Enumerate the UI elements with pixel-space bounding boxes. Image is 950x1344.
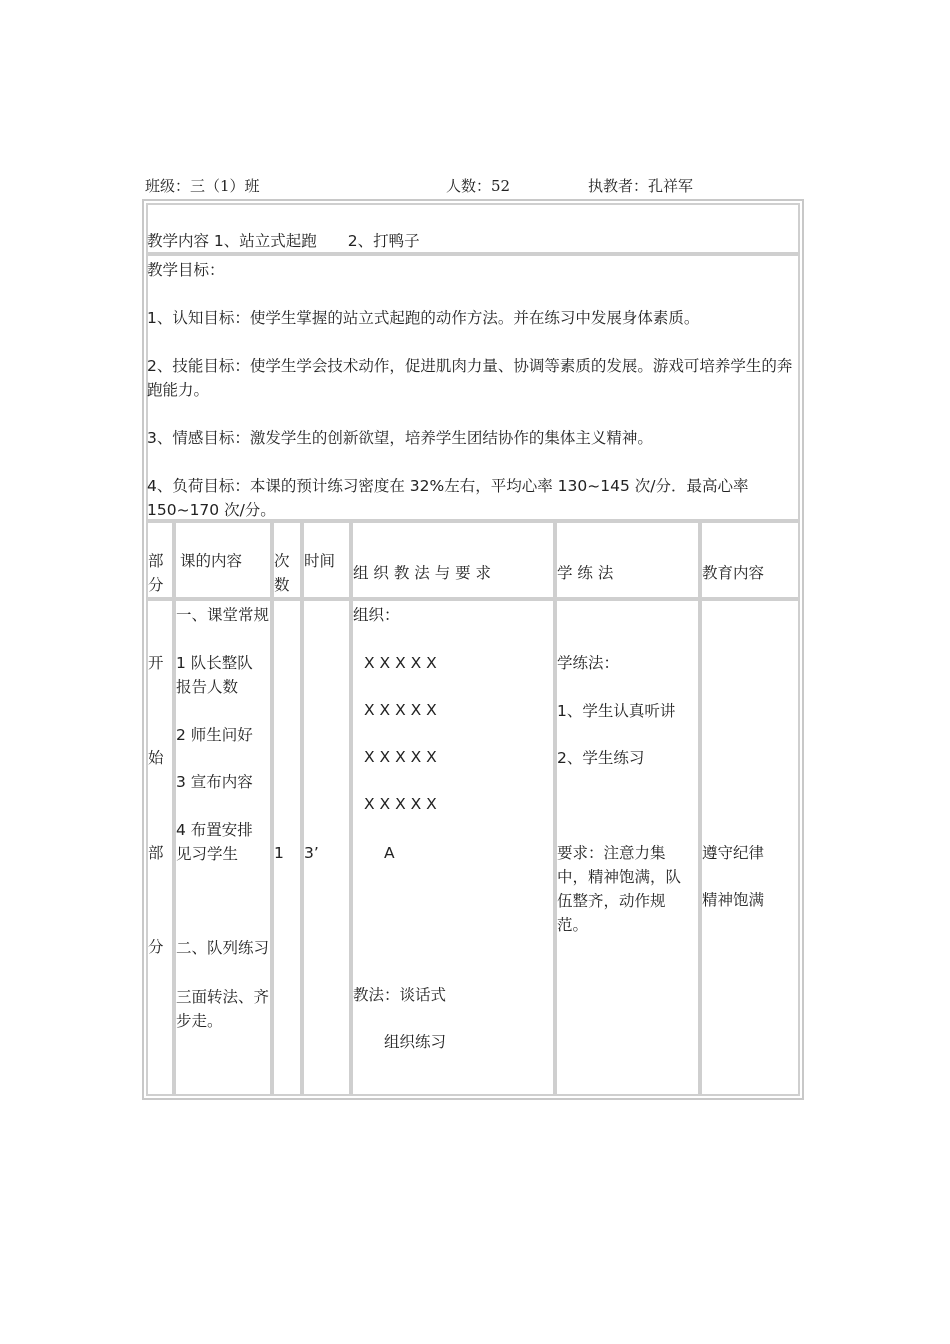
header-content: 课的内容: [180, 552, 243, 570]
part-cell: [146, 599, 174, 1096]
times-value: 1: [274, 844, 284, 862]
student-count-label: 人数：52: [446, 177, 511, 195]
content-item: 二、队列练习: [176, 939, 270, 957]
education-item: 精神饱满: [702, 891, 765, 909]
content-item: 3 宣布内容: [176, 773, 253, 791]
goal-skill: 2、技能目标：使学生学会技术动作，促进肌肉力量、协调等素质的发展。游戏可培养学生的奔跑能力。: [147, 357, 793, 399]
header-times: 次数: [274, 552, 290, 594]
goals-row: [146, 254, 800, 521]
content-item: 1 队长整队报告人数: [176, 654, 253, 696]
education-item: 遵守纪律: [702, 844, 765, 862]
practice-requirement: 要求：注意力集中，精神饱满，队伍整齐，动作规范。: [557, 844, 682, 934]
header-duration-cell: [302, 521, 351, 599]
content-item: 4 布置安排见习学生: [176, 821, 253, 863]
content-item: 三面转法、齐步走。: [176, 988, 270, 1030]
part-char: 部: [148, 844, 164, 862]
part-char: 分: [148, 938, 164, 956]
goal-cognitive: 1、认知目标：使学生掌握的站立式起跑的动作方法。并在练习中发展身体素质。: [147, 309, 700, 327]
header-part: 部分: [148, 552, 164, 594]
goal-emotion: 3、情感目标：激发学生的创新欲望，培养学生团结协作的集体主义精神。: [147, 429, 653, 447]
practice-item: 2、学生练习: [557, 749, 645, 767]
duration-cell: [302, 599, 351, 1096]
header-education-cell: [700, 521, 800, 599]
header-content-cell: [174, 521, 272, 599]
header-duration: 时间: [304, 552, 336, 570]
part-char: 始: [148, 749, 164, 767]
education-cell: [700, 599, 800, 1096]
formation-row: X X X X X: [364, 748, 437, 766]
teaching-method: 教法：谈话式: [353, 986, 447, 1004]
organization-title: 组织：: [353, 606, 400, 624]
formation-row: X X X X X: [364, 654, 437, 672]
formation-row: X X X X X: [364, 795, 437, 813]
practice-title: 学练法：: [557, 654, 620, 672]
part-char: 开: [148, 654, 164, 672]
header-organization-cell: [351, 521, 555, 599]
goals-title: 教学目标：: [147, 261, 225, 279]
lesson-header: [145, 175, 805, 197]
duration-value: 3’: [304, 844, 319, 862]
header-practice: 学 练 法: [557, 564, 614, 582]
practice-item: 1、学生认真听讲: [557, 702, 676, 720]
header-times-cell: [272, 521, 302, 599]
formation-row: X X X X X: [364, 701, 437, 719]
goal-load: 4、负荷目标：本课的预计练习密度在 32%左右，平均心率 130~145 次/分．最高心率 150~170 次/分。: [147, 477, 749, 519]
content-row: [146, 203, 800, 254]
practice-cell: [555, 599, 700, 1096]
header-practice-cell: [555, 521, 700, 599]
teaching-method-2: 组织练习: [384, 1033, 447, 1051]
times-cell: [272, 599, 302, 1096]
content-text: 教学内容 1、站立式起跑 2、打鸭子: [147, 232, 420, 250]
header-organization: 组 织 教 法 与 要 求: [353, 564, 492, 582]
teacher-label: 执教者：孔祥军: [588, 177, 694, 195]
lesson-plan-table: [142, 199, 804, 1100]
teacher-position: A: [384, 844, 395, 862]
content-item: 一、课堂常规: [176, 606, 270, 624]
organization-cell: [351, 599, 555, 1096]
content-cell: [174, 599, 272, 1096]
header-education: 教育内容: [702, 564, 765, 582]
class-label: 班级：三（1）班: [145, 177, 260, 195]
header-part-cell: [146, 521, 174, 599]
content-item: 2 师生问好: [176, 726, 253, 744]
